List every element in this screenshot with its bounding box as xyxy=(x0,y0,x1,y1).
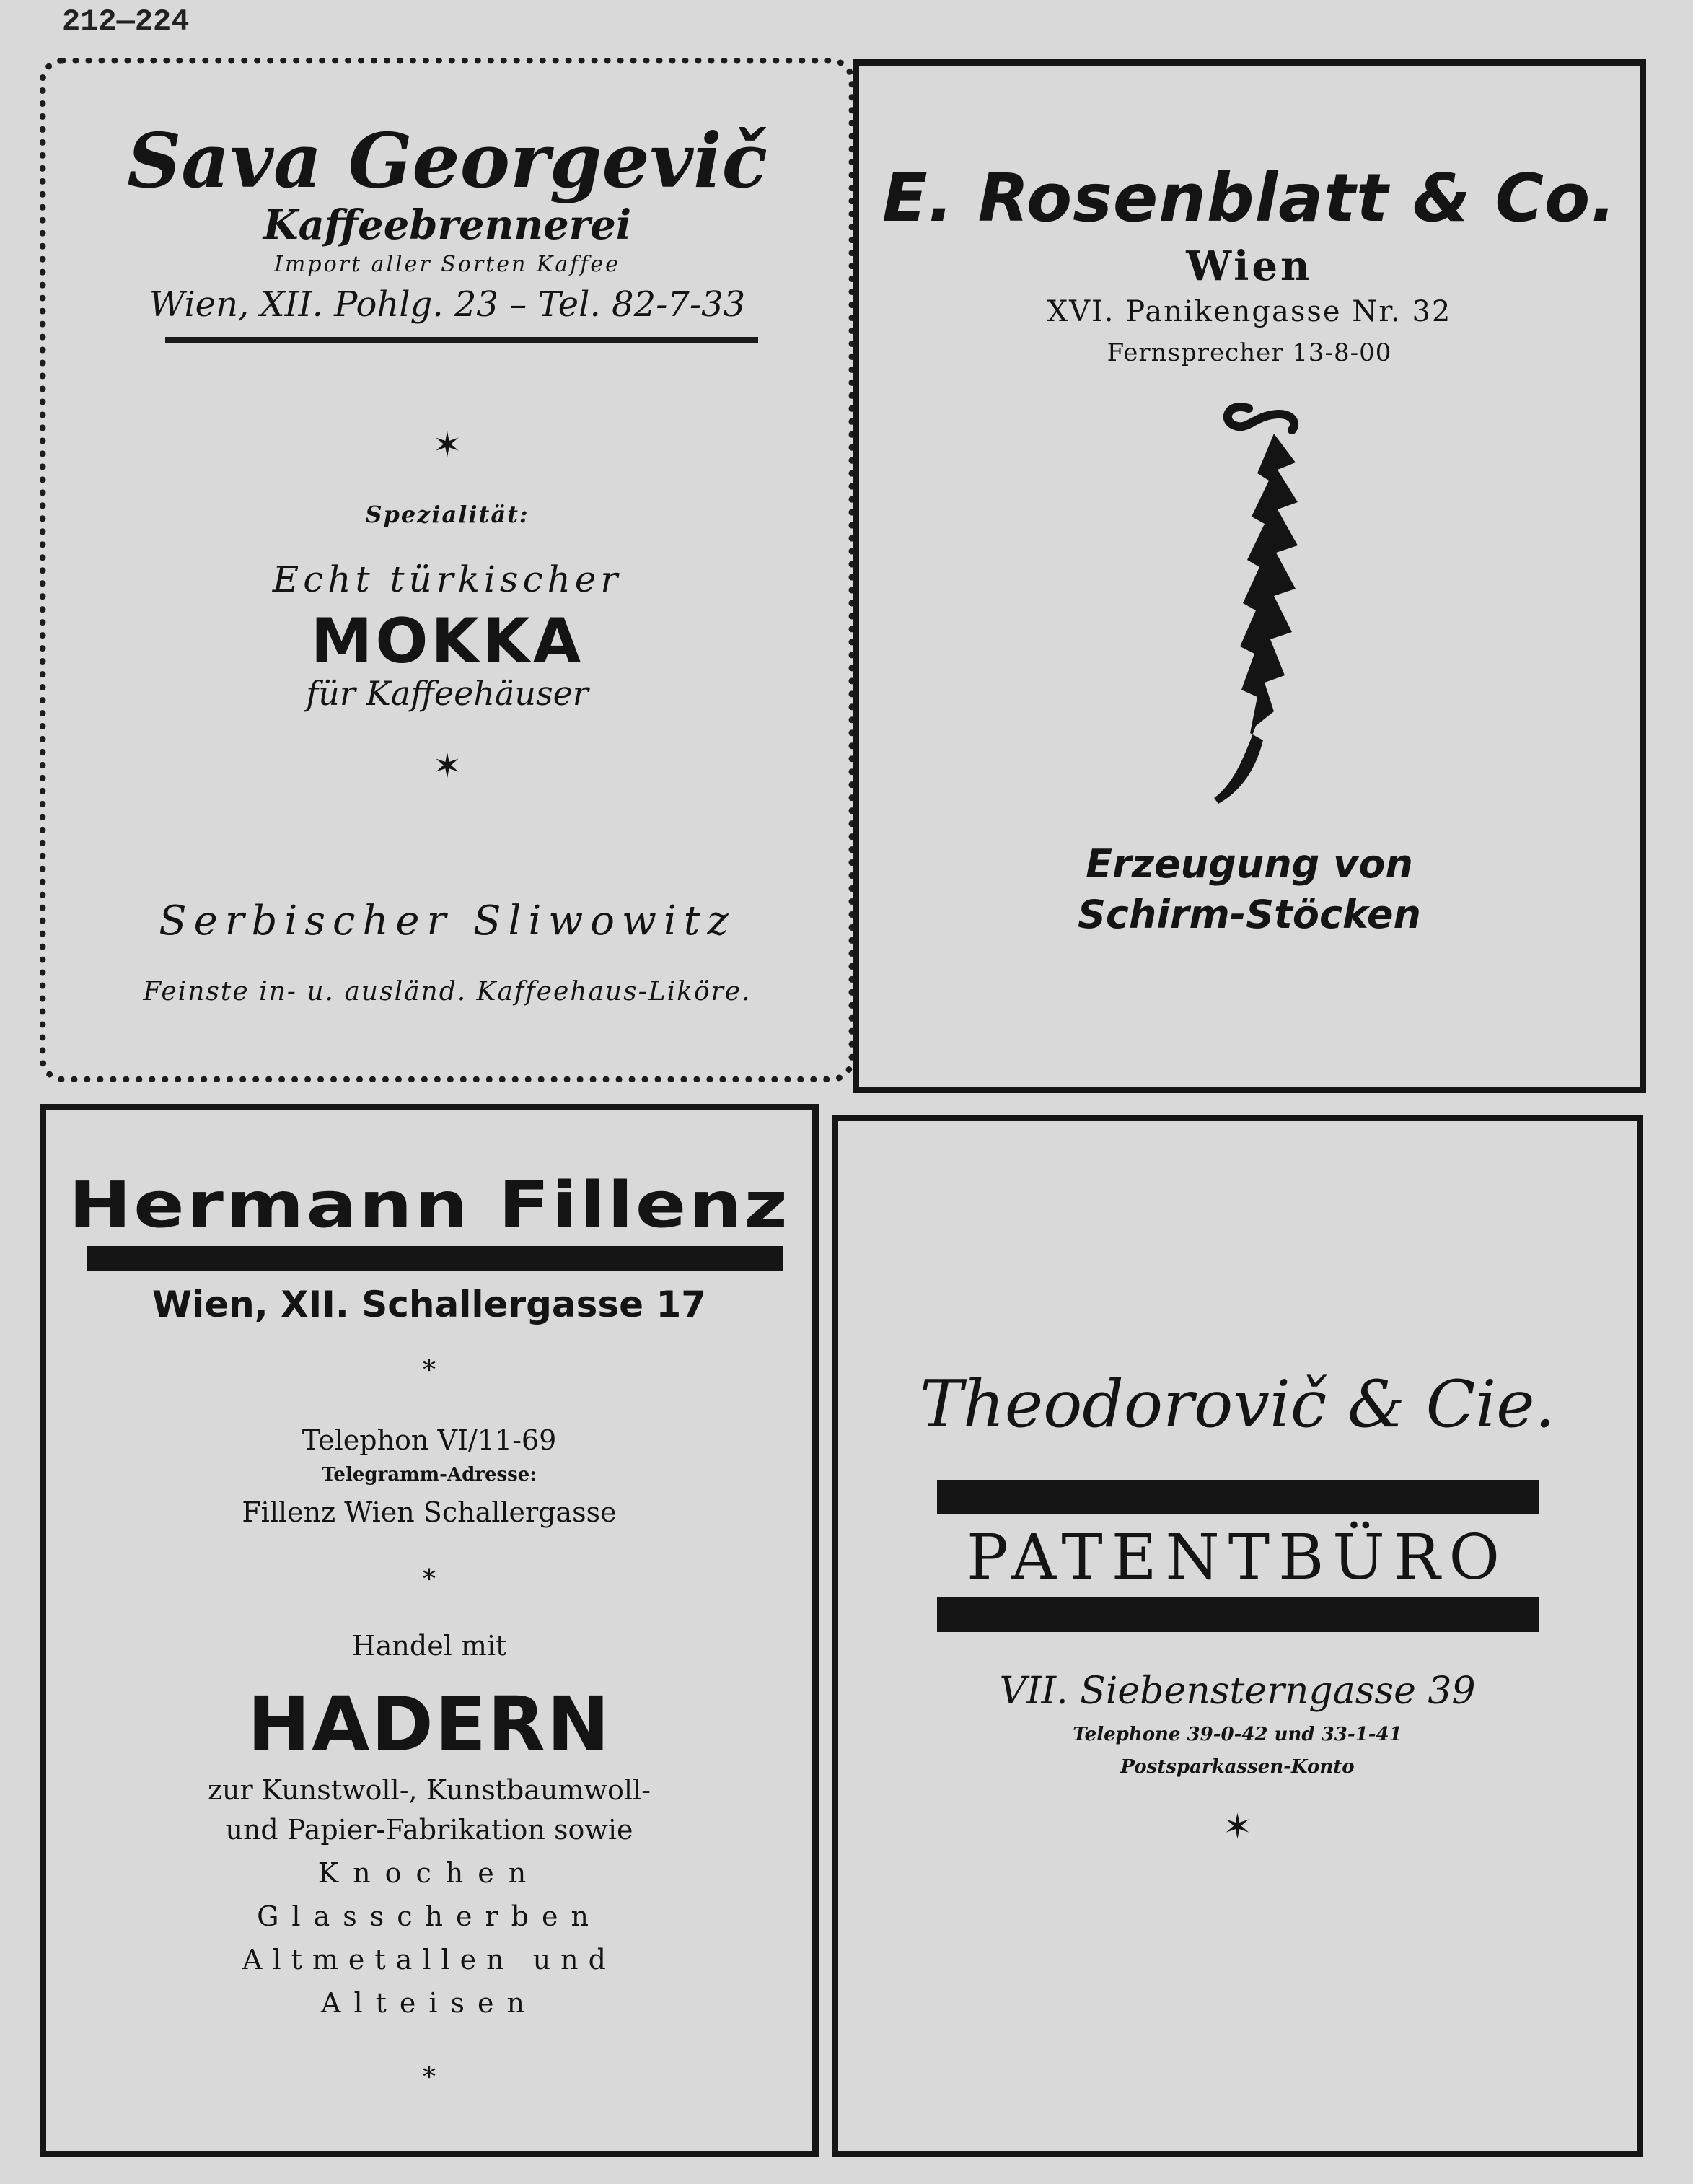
umbrella-handle-icon xyxy=(1205,394,1306,812)
star-icon: ✶ xyxy=(1223,1807,1252,1847)
star-icon: ✶ xyxy=(432,746,462,786)
ad2-phone: Fernsprecher 13-8-00 xyxy=(1107,338,1392,367)
ad1-address: Wien, XII. Pohlg. 23 – Tel. 82-7-33 xyxy=(149,284,746,325)
ad3-line-und: und Papier-Fabrikation sowie xyxy=(225,1814,633,1846)
ad3-telegram-label: Telegramm-Adresse: xyxy=(322,1464,537,1486)
ad1-line-sliwowitz: Serbischer Sliwowitz xyxy=(159,898,736,944)
ad2-street: XVI. Panikengasse Nr. 32 xyxy=(1047,295,1452,328)
ad4-postsparkassen: Postsparkassen-Konto xyxy=(1120,1756,1355,1778)
ad3-line-glas: Glasscherben xyxy=(257,1900,602,1932)
ad4-telephone: Telephone 39-0-42 und 33-1-41 xyxy=(1073,1724,1402,1745)
ad3-line-altmetallen: Altmetallen und xyxy=(242,1944,616,1975)
ad1-import-line: Import aller Sorten Kaffee xyxy=(274,252,620,277)
page-number: 212—224 xyxy=(62,4,190,39)
ad3-company-name: Hermann Fillenz xyxy=(69,1167,790,1242)
ad4-top-bar xyxy=(937,1480,1539,1514)
ad3-handel: Handel mit xyxy=(351,1630,507,1662)
ad1-subtitle: Kaffeebrennerei xyxy=(263,201,632,249)
ad4-patentburo: PATENTBÜRO xyxy=(966,1522,1509,1594)
ad3-address: Wien, XII. Schallergasse 17 xyxy=(151,1284,707,1325)
ad4-address: VII. Siebensterngasse 39 xyxy=(999,1670,1476,1713)
ad1-line-mokka: MOKKA xyxy=(310,605,584,677)
ad1-line-echt: Echt türkischer xyxy=(272,558,623,600)
asterisk-icon: * xyxy=(423,1565,436,1595)
asterisk-icon: * xyxy=(423,2063,436,2092)
ad2-company-name: E. Rosenblatt & Co. xyxy=(881,159,1617,237)
ad1-line-likore: Feinste in- u. ausländ. Kaffeehaus-Liköre. xyxy=(143,977,752,1007)
ad-rosenblatt xyxy=(853,59,1646,1093)
ad3-telegram-address: Fillenz Wien Schallergasse xyxy=(242,1496,617,1528)
ad2-line-erzeugung: Erzeugung von xyxy=(1086,841,1413,887)
ad3-hadern: HADERN xyxy=(247,1680,612,1768)
ad1-divider xyxy=(165,337,758,343)
ad-theodorovic xyxy=(832,1115,1643,2157)
ad4-company-name: Theodorovič & Cie. xyxy=(919,1367,1556,1442)
star-icon: ✶ xyxy=(432,425,462,465)
ad3-line-knochen: Knochen xyxy=(317,1857,541,1889)
ad1-line-fur: für Kaffeehäuser xyxy=(306,674,589,713)
ad1-company-name: Sava Georgevič xyxy=(127,116,768,205)
ad4-bottom-bar xyxy=(937,1597,1539,1632)
ad3-line-alteisen: Alteisen xyxy=(321,1987,537,2019)
ad3-line-zur: zur Kunstwoll-, Kunstbaumwoll- xyxy=(207,1774,651,1806)
ad-hermann-fillenz xyxy=(40,1104,819,2157)
ad2-city: Wien xyxy=(1186,242,1313,290)
asterisk-icon: * xyxy=(423,1356,436,1385)
ad1-specialty-label: Spezialität: xyxy=(365,501,529,528)
ad3-divider xyxy=(87,1246,783,1271)
ad-sava-georgevic xyxy=(40,58,855,1082)
ad2-line-schirm: Schirm-Stöcken xyxy=(1077,892,1422,937)
ad3-telephone: Telephon VI/11-69 xyxy=(302,1424,557,1456)
